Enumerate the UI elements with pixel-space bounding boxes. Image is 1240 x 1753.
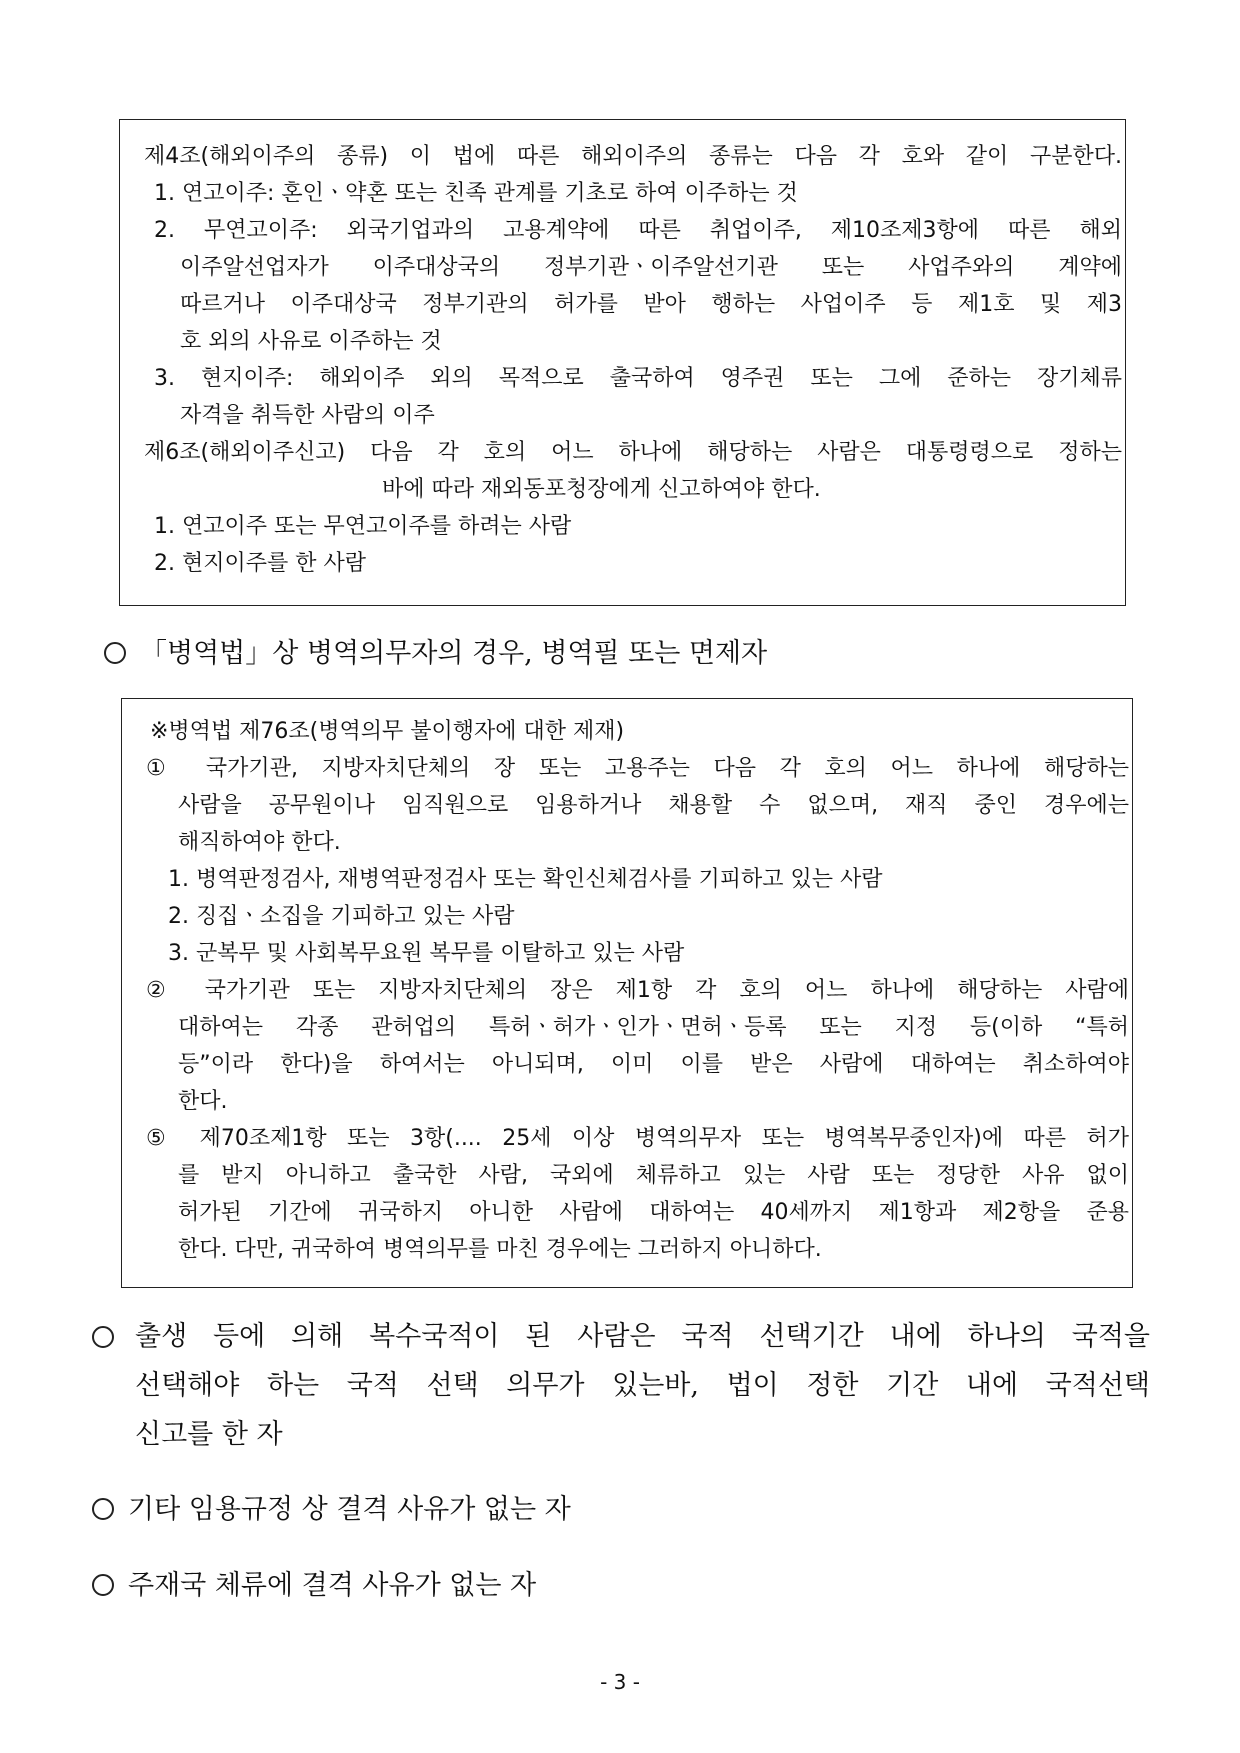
article-4-item-2: 2. 무연고이주: 외국기업과의 고용계약에 따른 취업이주, 제10조제3항에 따른 해외 [154, 218, 1122, 243]
bullet-residence-eligibility-text: 주재국 체류에 결격 사유가 없는 자 [128, 1570, 537, 1601]
article-4-heading: 제4조(해외이주의 종류) 이 법에 따른 해외이주의 종류는 다음 각 호와 같이 구분한다. [144, 144, 1122, 169]
article-76-heading: ※병역법 제76조(병역의무 불이행자에 대한 제재) [150, 719, 625, 744]
article-6-item-1: 1. 연고이주 또는 무연고이주를 하려는 사람 [154, 514, 572, 539]
clause-1-item-1: 1. 병역판정검사, 재병역판정검사 또는 확인신체검사를 기피하고 있는 사람 [168, 867, 883, 892]
article-6-heading: 제6조(해외이주신고) 다음 각 호의 어느 하나에 해당하는 사람은 대통령령으로 정하는 [144, 440, 1122, 465]
clause-2: ② 국가기관 또는 지방자치단체의 장은 제1항 각 호의 어느 하나에 해당하는 사람에 [146, 978, 1129, 1003]
article-4-item-2-cont-3: 호 외의 사유로 이주하는 것 [180, 329, 442, 354]
clause-5-cont-3: 한다. 다만, 귀국하여 병역의무를 마친 경우에는 그러하지 아니하다. [178, 1237, 822, 1262]
bullet-military-service-text: 「병역법」상 병역의무자의 경우, 병역필 또는 면제자 [140, 638, 768, 669]
bullet-dual-nationality-line-3: 신고를 한 자 [135, 1419, 283, 1450]
clause-1-cont-2: 해직하여야 한다. [178, 830, 341, 855]
circle-bullet-icon [92, 1498, 114, 1520]
article-4-item-3: 3. 현지이주: 해외이주 외의 목적으로 출국하여 영주권 또는 그에 준하는 장기체류 [154, 366, 1122, 391]
article-4-item-1: 1. 연고이주: 혼인ㆍ약혼 또는 친족 관계를 기초로 하여 이주하는 것 [154, 181, 798, 206]
circle-bullet-icon [104, 642, 126, 664]
law-excerpt-box-emigration [119, 119, 1126, 606]
law-excerpt-box-military [121, 698, 1133, 1288]
clause-2-cont-1: 대하여는 각종 관허업의 특허ㆍ허가ㆍ인가ㆍ면허ㆍ등록 또는 지정 등(이하 “특허 [178, 1015, 1129, 1040]
bullet-dual-nationality-line-2: 선택해야 하는 국적 선택 의무가 있는바, 법이 정한 기간 내에 국적선택 [135, 1370, 1150, 1401]
page-number: - 3 - [600, 1670, 640, 1694]
article-4-item-2-cont-1: 이주알선업자가 이주대상국의 정부기관ㆍ이주알선기관 또는 사업주와의 계약에 [180, 255, 1122, 280]
clause-5-cont-2: 허가된 기간에 귀국하지 아니한 사람에 대하여는 40세까지 제1항과 제2항을 준용 [178, 1200, 1129, 1225]
article-6-heading-cont: 바에 따라 재외동포청장에게 신고하여야 한다. [382, 477, 821, 502]
article-4-item-3-cont: 자격을 취득한 사람의 이주 [180, 403, 435, 428]
clause-2-cont-3: 한다. [178, 1089, 228, 1114]
bullet-dual-nationality-line-1: 출생 등에 의해 복수국적이 된 사람은 국적 선택기간 내에 하나의 국적을 [135, 1321, 1150, 1352]
bullet-no-disqualification [92, 1490, 571, 1530]
clause-5-cont-1: 를 받지 아니하고 출국한 사람, 국외에 체류하고 있는 사람 또는 정당한 사유 없이 [178, 1163, 1129, 1188]
bullet-no-disqualification-text: 기타 임용규정 상 결격 사유가 없는 자 [128, 1494, 571, 1525]
article-4-item-2-cont-2: 따르거나 이주대상국 정부기관의 허가를 받아 행하는 사업이주 등 제1호 및 제3 [180, 292, 1122, 317]
article-6-item-2: 2. 현지이주를 한 사람 [154, 551, 366, 576]
clause-1: ① 국가기관, 지방자치단체의 장 또는 고용주는 다음 각 호의 어느 하나에 해당하는 [146, 756, 1129, 781]
clause-5: ⑤ 제70조제1항 또는 3항(.... 25세 이상 병역의무자 또는 병역복무중인자)에 따른 허가 [146, 1126, 1129, 1151]
clause-2-cont-2: 등”이라 한다)을 하여서는 아니되며, 이미 이를 받은 사람에 대하여는 취소하여야 [178, 1052, 1129, 1077]
clause-1-item-3: 3. 군복무 및 사회복무요원 복무를 이탈하고 있는 사람 [168, 941, 685, 966]
bullet-residence-eligibility [92, 1566, 536, 1606]
circle-bullet-icon [92, 1574, 114, 1596]
clause-1-cont-1: 사람을 공무원이나 임직원으로 임용하거나 채용할 수 없으며, 재직 중인 경우에는 [178, 793, 1129, 818]
clause-1-item-2: 2. 징집ㆍ소집을 기피하고 있는 사람 [168, 904, 515, 929]
circle-bullet-icon [92, 1326, 114, 1348]
bullet-military-service [104, 634, 767, 674]
